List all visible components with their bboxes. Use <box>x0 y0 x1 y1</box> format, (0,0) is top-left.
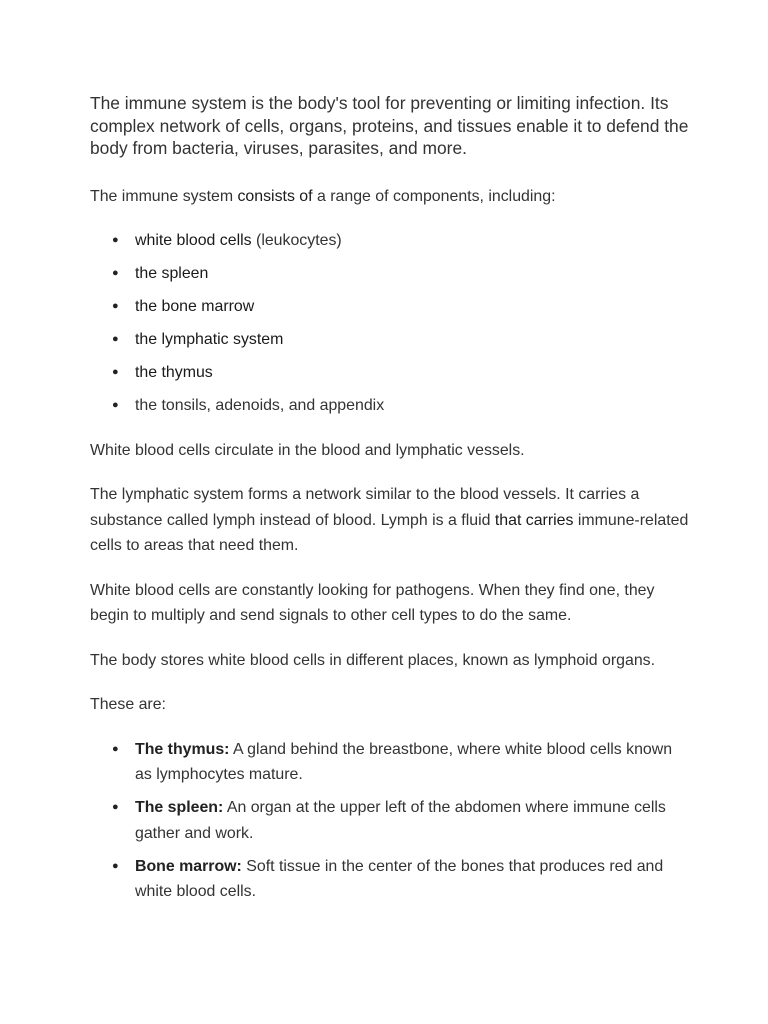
list-item <box>90 737 690 788</box>
consists-of-link[interactable]: consists of <box>237 187 313 205</box>
component-link[interactable]: the lymphatic system <box>135 331 284 349</box>
component-link[interactable]: the thymus <box>135 364 213 382</box>
bullet-icon: ● <box>112 267 119 280</box>
intro-paragraph: The immune system is the body's tool for preventing or limiting infection. Its complex network of cells, organs, proteins, and tissues enable it to defend the body from bacteria, viruses, parasites, and more. <box>90 93 689 158</box>
bullet-icon: ● <box>112 742 119 755</box>
list-item <box>90 393 690 419</box>
list-item <box>90 360 690 386</box>
organ-term: The spleen: <box>135 799 224 817</box>
bullet-icon: ● <box>112 859 119 872</box>
list-item <box>90 795 690 846</box>
list-item <box>90 294 690 320</box>
circulate-paragraph: White blood cells circulate in the blood and lymphatic vessels. <box>90 441 525 459</box>
components-list <box>90 228 690 419</box>
bullet-icon: ● <box>112 234 119 246</box>
lymph-text: The lymphatic system forms a network similar to the blood vessels. It carries a substance called lymph instead of blood. Lymph is a fluid <box>90 486 640 529</box>
bullet-icon: ● <box>112 399 119 412</box>
article-body <box>90 92 690 912</box>
components-lead-text: The immune system <box>90 187 238 205</box>
list-item <box>90 261 690 287</box>
organ-description: Soft tissue in the center of the bones that produces red and white blood cells. <box>135 857 664 901</box>
list-item <box>90 327 690 353</box>
bullet-icon: ● <box>112 801 119 814</box>
list-item <box>90 854 690 905</box>
organ-description: An organ at the upper left of the abdomen where immune cells gather and work. <box>135 799 666 842</box>
components-lead-text-end: a range of components, including: <box>312 187 556 205</box>
organ-description: A gland behind the breastbone, where white blood cells known as lymphocytes mature. <box>135 740 673 784</box>
organ-term: Bone marrow: <box>135 857 242 875</box>
that-carries-link[interactable]: that carries <box>494 511 574 529</box>
organ-term: The thymus: <box>135 740 230 758</box>
component-text: the tonsils, adenoids, and appendix <box>135 397 385 415</box>
lymph-text-end: immune-related cells to areas that need them. <box>90 511 689 555</box>
list-item <box>90 228 690 254</box>
component-link[interactable]: the spleen <box>135 265 209 283</box>
lymphoid-organs-list <box>90 737 690 905</box>
pathogens-paragraph: White blood cells are constantly looking for pathogens. When they find one, they begin to multiply and send signals to other cell types to do the same. <box>90 581 655 625</box>
lymph-paragraph <box>90 482 690 559</box>
bullet-icon: ● <box>112 366 119 379</box>
stores-paragraph: The body stores white blood cells in different places, known as lymphoid organs. <box>90 651 656 669</box>
bullet-icon: ● <box>112 300 119 313</box>
these-are-paragraph: These are: <box>90 696 166 714</box>
bullet-icon: ● <box>112 333 119 346</box>
component-link[interactable]: the bone marrow <box>135 298 255 316</box>
component-extra: (leukocytes) <box>251 232 342 249</box>
component-link[interactable]: white blood cells <box>135 232 252 249</box>
components-lead-paragraph <box>90 184 690 210</box>
